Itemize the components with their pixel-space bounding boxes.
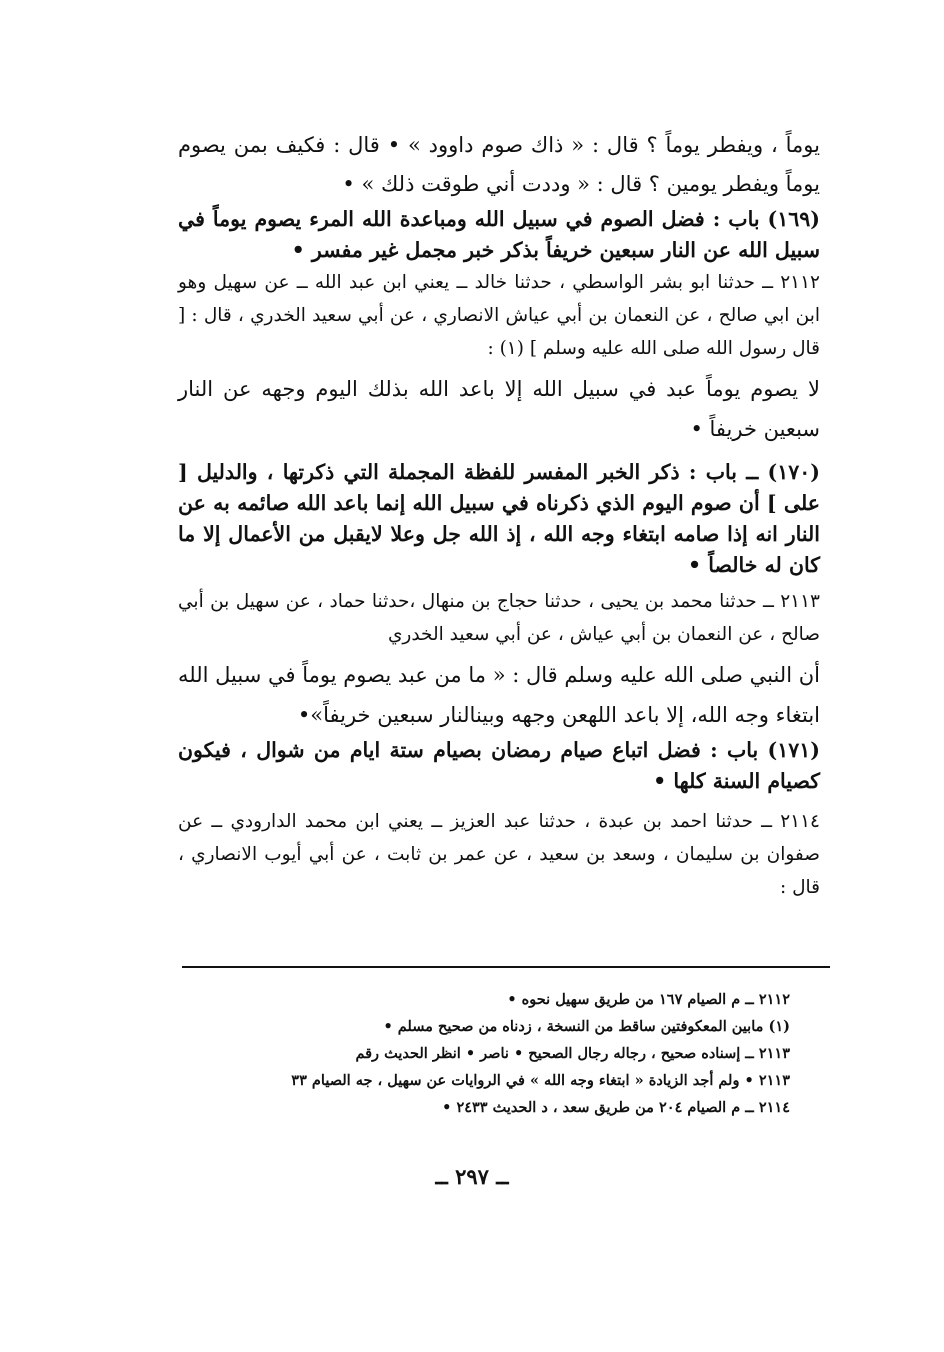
footnote-item: ٢١١٤ ــ م الصيام ٢٠٤ من طريق سعد ، د الحديث ٢٤٣٣ • (442, 1099, 790, 1116)
footnote-item: (١) مابين المعكوفتين ساقط من النسخة ، زدناه من صحيح مسلم • (383, 1018, 790, 1035)
footnote-item: ٢١١٣ • ولم أجد الزيادة « ابتغاء وجه الله » في الروايات عن سهيل ، جه الصيام ٣٣ (291, 1072, 790, 1089)
page-body (178, 126, 820, 904)
page-number: ــ ٢٩٧ ــ (435, 1164, 509, 1189)
footnotes (178, 986, 790, 1121)
chapter-heading-170: (١٧٠) ــ باب : ذكر الخبر المفسر للفظة المجملة التي ذكرتها ، والدليل [ على ] أن صوم اليوم الذي ذكرناه في سبيل الله إنما باعد الله صائمه به عن النار انه إذا صامه ابتغاء وجه الله ، إذ الله جل وعلا لايقبل من الأعمال إلا ما كان له خالصاً • (178, 460, 820, 577)
footnote-item: ٢١١٢ ــ م الصيام ١٦٧ من طريق سهيل نحوه • (507, 991, 790, 1008)
hadith-2113-chain: ٢١١٣ ــ حدثنا محمد بن يحيى ، حدثنا حجاج بن منهال ،حدثنا حماد ، عن سهيل بن أبي صالح ، عن النعمان بن أبي عياش ، عن أبي سعيد الخدري (178, 591, 820, 645)
hadith-2113-text: أن النبي صلى الله عليه وسلم قال : « ما من عبد يصوم يوماً في سبيل الله ابتغاء وجه الله، إلا باعد اللهعن وجهه وبينالنار سبعين خريفاً»• (178, 663, 820, 727)
hadith-2112-chain: ٢١١٢ ــ حدثنا ابو بشر الواسطي ، حدثنا خالد ــ يعني ابن عبد الله ــ عن سهيل وهو ابن ابي صالح ، عن النعمان بن أبي عياش الانصاري ، عن أبي سعيد الخدري ، قال : [ قال رسول الله صلى الله عليه وسلم ] (١) : (178, 272, 820, 359)
chapter-heading-171: (١٧١) باب : فضل اتباع صيام رمضان بصيام ستة ايام من شوال ، فيكون كصيام السنة كلها • (178, 738, 820, 793)
footnote-divider (182, 966, 830, 968)
chapter-heading-169: (١٦٩) باب : فضل الصوم في سبيل الله ومباعدة الله المرء يصوم يوماً في سبيل الله عن النار سبعين خريفاً بذكر خبر مجمل غير مفسر • (178, 207, 820, 262)
hadith-2114-chain: ٢١١٤ ــ حدثنا احمد بن عبدة ، حدثنا عبد العزيز ــ يعني ابن محمد الدارودي ــ عن صفوان بن سليمان ، وسعد بن سعيد ، عن عمر بن ثابت ، عن أبي أيوب الانصاري ، قال : (178, 811, 820, 898)
hadith-2112-text: لا يصوم يوماً عبد في سبيل الله إلا باعد الله بذلك اليوم وجهه عن النار سبعين خريفاً • (178, 377, 820, 441)
intro-paragraph: يوماً ، ويفطر يوماً ؟ قال : « ذاك صوم داوود » • قال : فكيف بمن يصوم يوماً ويفطر يومين ؟ قال : « وددت أني طوقت ذلك » • (178, 133, 820, 196)
footnote-item: ٢١١٣ ــ إسناده صحيح ، رجاله رجال الصحيح • ناصر • انظر الحديث رقم (355, 1045, 790, 1062)
